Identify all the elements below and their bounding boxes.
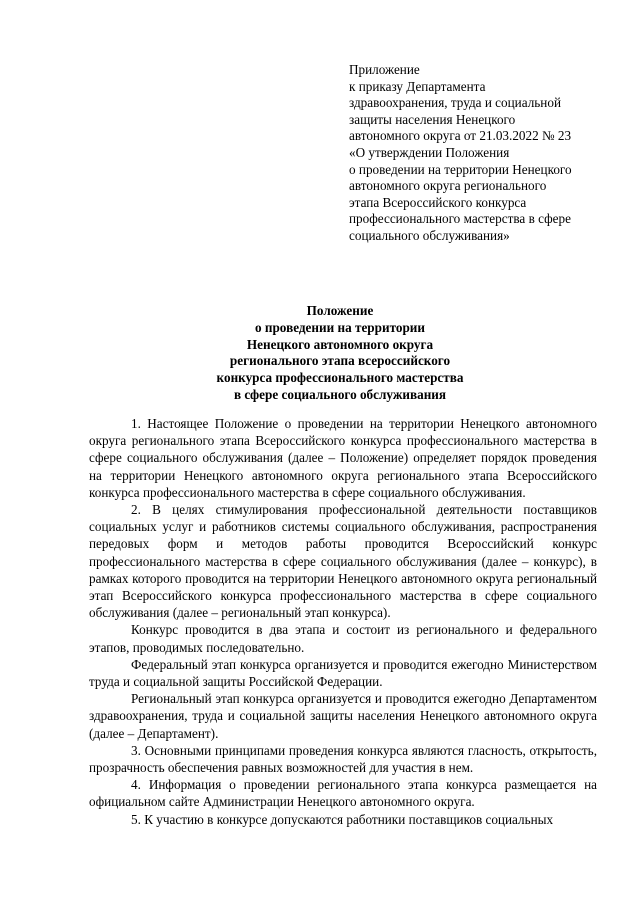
annex-header [349,62,609,245]
paragraph: 4. Информация о проведении регионального этапа конкурса размещается на официальном сайте Администрации Ненецкого автономного округа. [89,777,597,810]
paragraph: 3. Основными принципами проведения конкурса являются гласность, открытость, прозрачность обеспечения равных возможностей для участия в нем. [89,742,597,776]
title-line: в сфере социального обслуживания [233,386,447,402]
document-title [80,303,600,404]
annex-line: к приказу Департамента [349,78,486,94]
annex-line: здравоохранения, труда и социальной [349,95,562,111]
annex-line: автономного округа от 21.03.2022 № 23 [349,128,572,144]
title-line: регионального этапа всероссийского [229,353,451,369]
annex-line: Приложение [349,62,420,77]
annex-line: о проведении на территории Ненецкого [349,161,572,177]
annex-line: этапа Всероссийского конкурса [349,194,527,210]
paragraph: Конкурс проводится в два этапа и состоит из регионального и федерального этапов, проводимых последовательно. [89,622,597,655]
annex-line: автономного округа регионального [349,178,547,194]
title-line: Ненецкого автономного округа [246,336,434,352]
document-body [89,415,597,828]
title-line: о проведении на территории [254,319,426,335]
annex-line: социального обслуживания» [349,227,510,243]
paragraph: 2. В целях стимулирования профессиональной деятельности поставщиков социальных услуг и работников системы социального обслуживания, распространения передовых форм и методов работы проводится Всероссийский конкурс профессионального мастерства в сфере социального обслуживания (далее – конкурс), в рамках которого проводится на территории Ненецкого автономного округа региональный этап Всероссийского конкурса профессионального мастерства в сфере социального обслуживания (далее – региональный этап конкурса). [89,502,597,621]
annex-line: «О утверждении Положения [349,144,510,160]
paragraph: Региональный этап конкурса организуется и проводится ежегодно Департаментом здравоохранения, труда и социальной защиты населения Ненецкого автономного округа (далее – Департамент). [89,691,597,741]
annex-line: защиты населения Ненецкого [349,111,516,127]
paragraph: Федеральный этап конкурса организуется и проводится ежегодно Министерством труда и социальной защиты Российской Федерации. [89,656,597,690]
title-line: конкурса профессионального мастерства [216,370,464,386]
paragraph: 1. Настоящее Положение о проведении на территории Ненецкого автономного округа регионального этапа Всероссийского конкурса профессионального мастерства в сфере социального обслуживания (далее – Положение) определяет порядок проведения на территории Ненецкого автономного округа регионального этапа Всероссийского конкурса профессионального мастерства в сфере социального обслуживания. [89,416,597,500]
annex-line: профессионального мастерства в сфере [349,211,571,227]
title-line: Положение [306,303,374,318]
paragraph: 5. К участию в конкурсе допускаются работники поставщиков социальных [131,811,554,827]
